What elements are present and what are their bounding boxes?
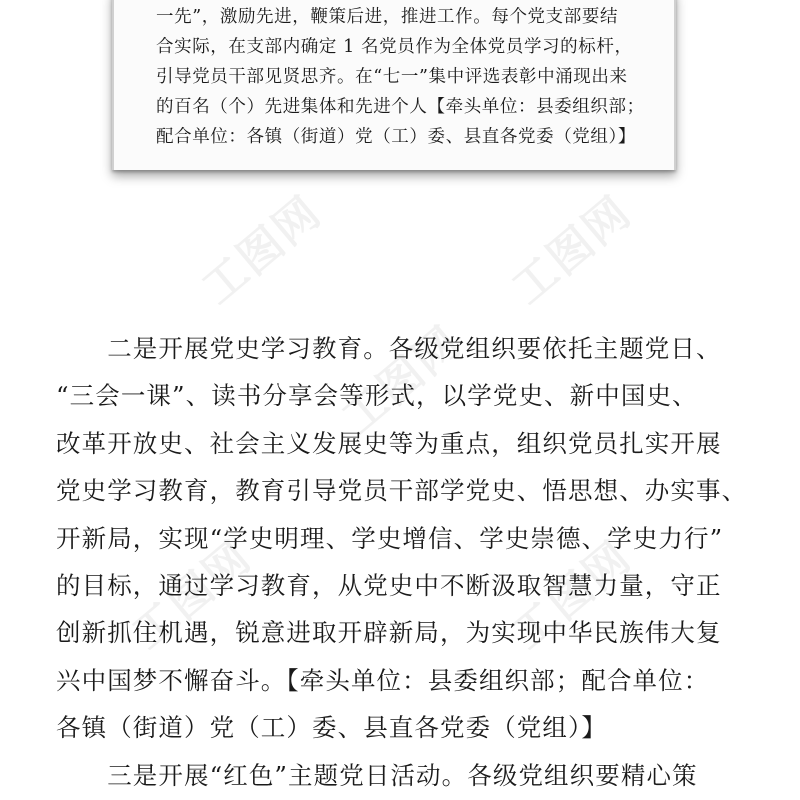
body-line: 二是开展党史学习教育。各级党组织要依托主题党日、	[56, 334, 722, 363]
watermark: 工图网	[502, 186, 642, 315]
watermark: 工图网	[332, 316, 472, 445]
excerpt-line: 配合单位：各镇（街道）党（工）委、县直各党委（党组）】	[156, 127, 636, 147]
body-line: 兴中国梦不懈奋斗。【牵头单位：县委组织部；配合单位：	[56, 665, 710, 695]
body-line: 的目标，通过学习教育，从党史中不断汲取智慧力量，守正	[56, 571, 722, 601]
excerpt-line: 引导党员干部见贤思齐。在“七一”集中评选表彰中涌现出来	[156, 67, 628, 87]
body-line: 创新抓住机遇，锐意进取开辟新局，为实现中华民族伟大复	[56, 618, 722, 648]
excerpt-card	[112, 0, 676, 170]
body-line: 党史学习教育，教育引导党员干部学党史、悟思想、办实事、	[56, 476, 748, 506]
body-line: 改革开放史、社会主义发展史等为重点，组织党员扎实开展	[56, 428, 722, 458]
body-line: 开新局，实现“学史明理、学史增信、学史崇德、学史力行”	[56, 523, 724, 553]
excerpt-line: 合实际，在支部内确定 1 名党员作为全体党员学习的标杆，	[156, 37, 633, 57]
excerpt-line: 一先”，激励先进，鞭策后进，推进工作。每个党支部要结	[156, 7, 619, 27]
excerpt-text	[156, 2, 645, 152]
body-line: 三是开展“红色”主题党日活动。各级党组织要精心策	[56, 760, 698, 790]
watermark: 工图网	[502, 531, 642, 660]
watermark: 工图网	[122, 531, 262, 660]
body-line: 各镇（街道）党（工）委、县直各党委（党组）】	[56, 713, 607, 743]
body-line: “三会一课”、读书分享会等形式，以学党史、新中国史、	[56, 381, 698, 411]
watermark: 工图网	[192, 186, 332, 315]
body-paragraphs	[56, 325, 756, 799]
excerpt-line: 的百名（个）先进集体和先进个人【牵头单位：县委组织部；	[156, 97, 645, 117]
